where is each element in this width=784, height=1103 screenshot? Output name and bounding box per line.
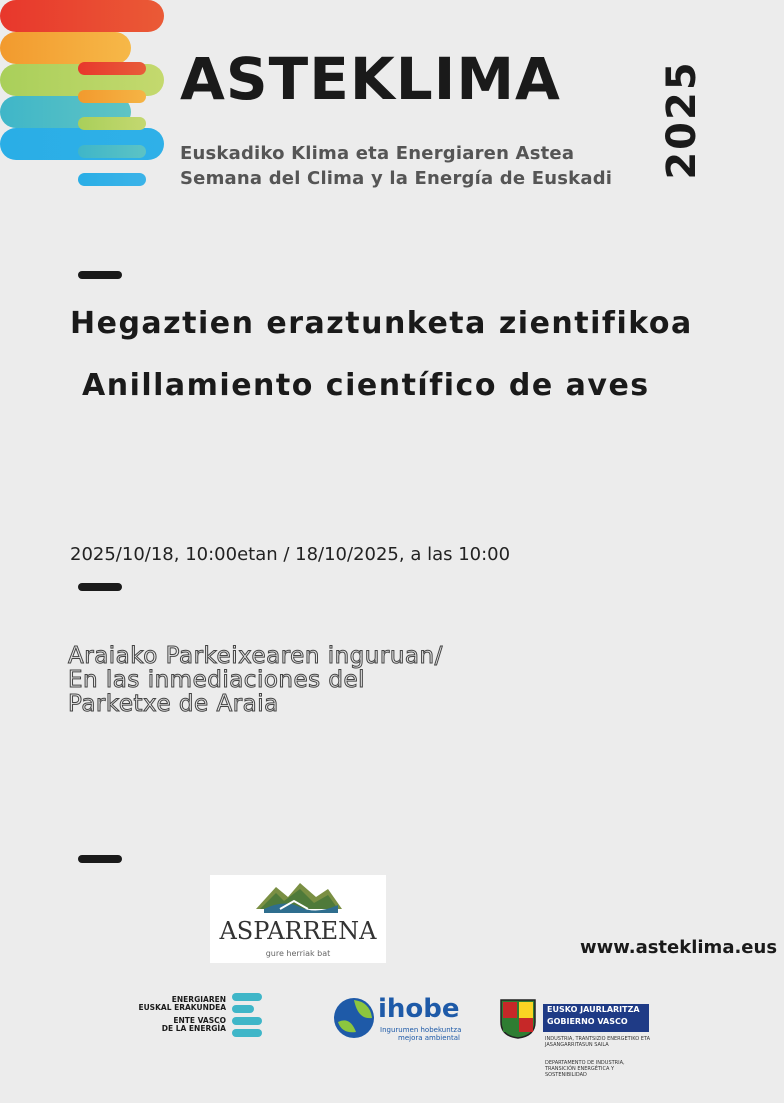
- divider-dash: [78, 855, 122, 863]
- location-line-1: Araiako Parkeixearen inguruan/: [68, 643, 443, 669]
- divider-dash: [78, 271, 122, 279]
- coat-of-arms-icon: [497, 996, 539, 1040]
- ihobe-tagline-2: mejora ambiental: [398, 1034, 460, 1042]
- subtitle-eu: Euskadiko Klima eta Energiaren Astea: [180, 143, 575, 164]
- location-line-3: Parketxe de Araia: [68, 691, 279, 717]
- brand-title: ASTEKLIMA: [180, 45, 561, 113]
- ihobe-leaf-icon: [332, 996, 376, 1040]
- gv-line-2: GOBIERNO VASCO: [547, 1017, 628, 1026]
- eve-line-1: ENERGIAREN: [171, 995, 226, 1004]
- year-text: 2025: [659, 60, 705, 180]
- subtitle-es: Semana del Clima y la Energía de Euskadi: [180, 168, 613, 189]
- ihobe-name: ihobe: [378, 994, 460, 1024]
- divider-dash: [78, 583, 122, 591]
- logo-bar-teal: [78, 145, 146, 158]
- logo-bar-green: [78, 117, 146, 130]
- ihobe-tagline-1: Ingurumen hobekuntza: [380, 1026, 462, 1034]
- asparrena-tagline: gure herriak bat: [265, 949, 331, 958]
- gv-dept-eu: INDUSTRIA, TRANTSIZIO ENERGETIKO ETA JASANGARRITASUN SAILA: [545, 1036, 650, 1048]
- gv-line-1: EUSKO JAURLARITZA: [547, 1005, 640, 1014]
- decor-bar-red: [0, 0, 164, 32]
- gv-dept-es: DEPARTAMENTO DE INDUSTRIA, TRANSICIÓN ENERGÉTICA Y SOSTENIBILIDAD: [545, 1060, 625, 1078]
- event-title-es: Anillamiento científico de aves: [82, 368, 650, 403]
- logo-bar-orange: [78, 90, 146, 103]
- eve-text: [120, 996, 226, 1033]
- event-title-eu: Hegaztien eraztunketa zientifikoa: [70, 306, 693, 341]
- year-label: [652, 60, 712, 180]
- eve-line-3: ENTE VASCO: [173, 1016, 226, 1025]
- asparrena-name: ASPARRENA: [219, 917, 377, 945]
- website-link[interactable]: www.asteklima.eus: [580, 937, 778, 958]
- location-line-2: En las inmediaciones del: [68, 667, 366, 693]
- logo-bar-blue: [78, 173, 146, 186]
- event-datetime: 2025/10/18, 10:00etan / 18/10/2025, a las 10:00: [70, 544, 511, 565]
- gv-label-box: [543, 1004, 649, 1032]
- mountain-icon: [254, 879, 344, 917]
- eve-mark-icon: [232, 993, 262, 1037]
- eve-line-4: DE LA ENERGÍA: [161, 1024, 226, 1033]
- eve-line-2: EUSKAL ERAKUNDEA: [138, 1003, 226, 1012]
- logo-bar-red: [78, 62, 146, 75]
- asparrena-logo: [210, 875, 386, 963]
- decor-bar-orange: [0, 32, 131, 64]
